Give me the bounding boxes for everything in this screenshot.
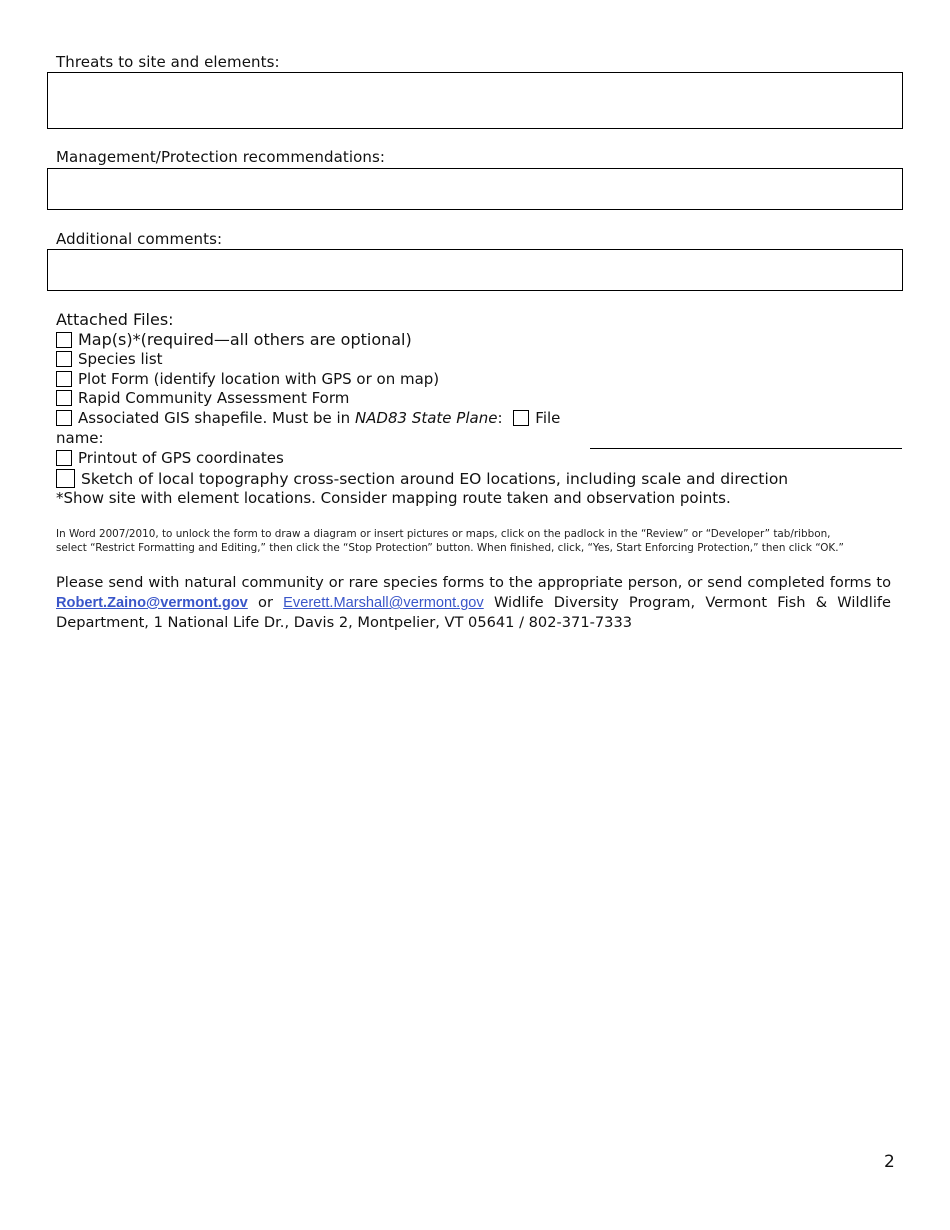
printout-label: Printout of GPS coordinates (78, 449, 284, 467)
map-footnote: *Show site with element locations. Consider mapping route taken and observation points. (56, 489, 731, 507)
printout-checkbox[interactable] (56, 450, 72, 466)
file-name-label: name: (56, 429, 104, 447)
word-instructions-line2: select “Restrict Formatting and Editing,” then click the “Stop Protection” button. When finished, click, “Yes, Start Enforcing Protection,” then click “OK.” (56, 542, 844, 554)
rapid-label: Rapid Community Assessment Form (78, 389, 350, 407)
sketch-row (56, 469, 788, 489)
plot-label: Plot Form (identify location with GPS or on map) (78, 370, 440, 388)
species-checkbox[interactable] (56, 351, 72, 367)
file-checkbox[interactable] (513, 410, 529, 426)
sketch-checkbox[interactable] (56, 469, 75, 488)
threats-field[interactable] (47, 72, 903, 129)
file-name-input-line[interactable] (590, 448, 902, 449)
comments-label: Additional comments: (56, 230, 223, 248)
rapid-row (56, 389, 349, 408)
comments-field[interactable] (47, 249, 903, 291)
send-instructions: Please send with natural community or rare species forms to the appropriate person, or send completed forms to Robert.Zaino@vermont.gov or Everett.Marshall@vermont.gov Widlife Diversity Program, Vermont Fish & Wildlife Department, 1 National Life Dr., Davis 2, Montpelier, VT 05641 / 802-371-7333 (56, 574, 891, 631)
management-label: Management/Protection recommendations: (56, 148, 386, 166)
sketch-label: Sketch of local topography cross-section around EO locations, including scale and direction (81, 470, 789, 488)
gis-label: Associated GIS shapefile. Must be in (78, 409, 355, 427)
species-label: Species list (78, 350, 163, 368)
plot-row (56, 370, 439, 389)
threats-label: Threats to site and elements: (56, 53, 280, 71)
maps-row (56, 330, 412, 349)
attached-files-title: Attached Files: (56, 310, 174, 329)
rapid-checkbox[interactable] (56, 390, 72, 406)
gis-row: Associated GIS shapefile. Must be in NAD83 State Plane: File (56, 409, 560, 428)
printout-row (56, 449, 284, 468)
species-row (56, 350, 163, 369)
file-label: File (535, 409, 561, 427)
word-instructions-line1: In Word 2007/2010, to unlock the form to draw a diagram or insert pictures or maps, click on the padlock in the “Review” or “Developer” tab/ribbon, (56, 528, 831, 540)
gis-projection: NAD83 State Plane (354, 409, 498, 427)
gis-checkbox[interactable] (56, 410, 72, 426)
page-number: 2 (884, 1152, 895, 1172)
maps-checkbox[interactable] (56, 332, 72, 348)
management-field[interactable] (47, 168, 903, 210)
maps-label: Map(s)*(required—all others are optional) (78, 330, 412, 349)
email-link-marshall[interactable]: Everett.Marshall@vermont.gov (283, 595, 484, 611)
email-link-zaino[interactable]: Robert.Zaino@vermont.gov (56, 595, 248, 611)
plot-checkbox[interactable] (56, 371, 72, 387)
